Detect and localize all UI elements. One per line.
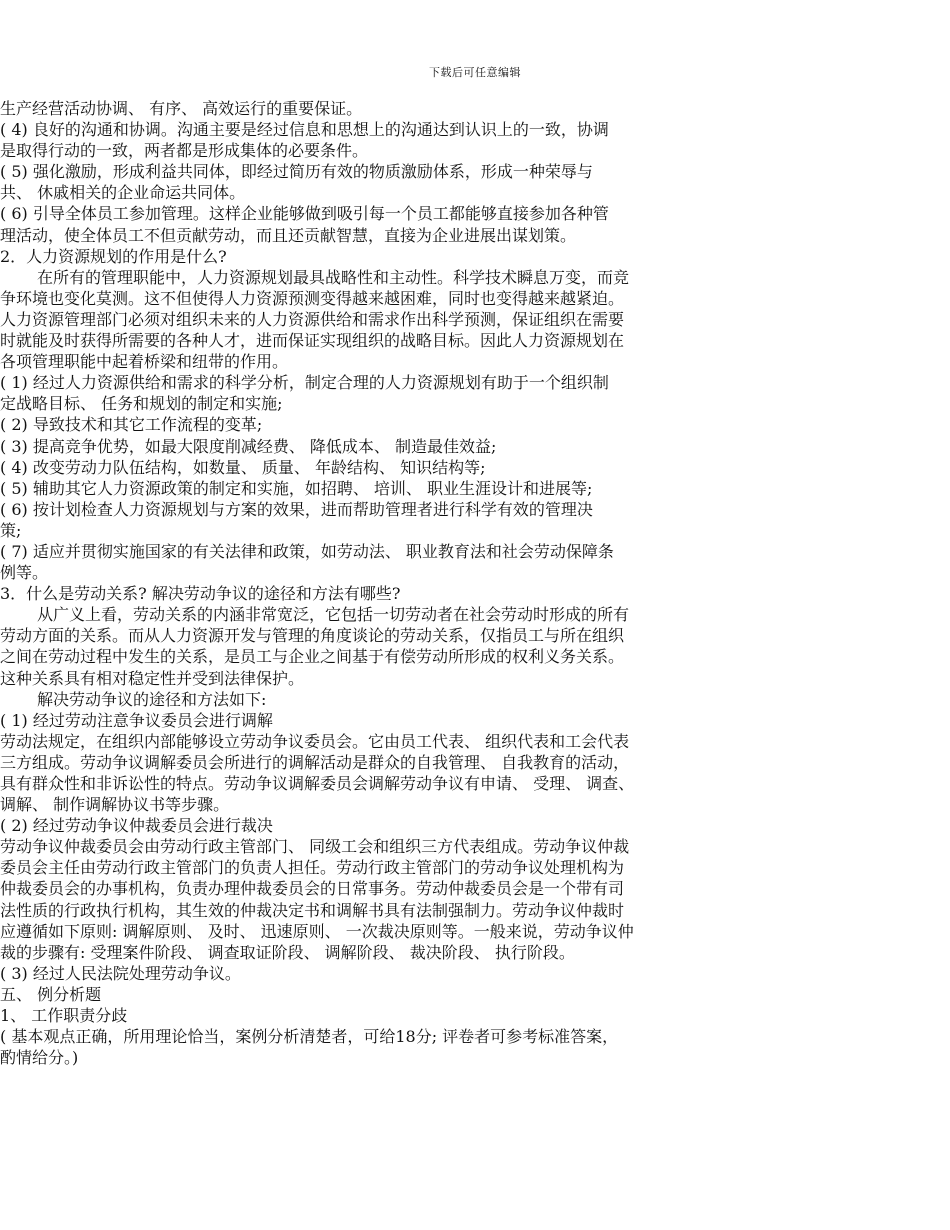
text-line: 仲裁委员会的办事机构，负责办理仲裁委员会的日常事务。劳动仲裁委员会是一个带有司: [0, 879, 625, 899]
text-line: 时就能及时获得所需要的各种人才，进而保证实现组织的战略目标。因此人力资源规划在: [0, 331, 625, 351]
text-line: 理活动，使全体员工不但贡献劳动，而且还贡献智慧，直接为企业进展出谋划策。: [0, 225, 577, 245]
text-line: ( 6) 引导全体员工参加管理。这样企业能够做到吸引每一个员工都能够直接参加各种管: [0, 204, 609, 224]
text-line: ( 5) 强化激励，形成利益共同体，即经过简历有效的物质激励体系，形成一种荣辱与: [0, 162, 593, 182]
text-line: 应遵循如下原则: 调解原则、 及时、 迅速原则、 一次裁决原则等。一般来说，劳动争议仲: [0, 921, 634, 941]
text-line: 调解、 制作调解协议书等步骤。: [0, 795, 230, 815]
subsection-heading: 1、 工作职责分歧: [0, 1006, 128, 1026]
text-line: 三方组成。劳动争议调解委员会所进行的调解活动是群众的自我管理、 自我教育的活动，: [0, 752, 630, 772]
text-line: 委员会主任由劳动行政主管部门的负责人担任。劳动行政主管部门的劳动争议处理机构为: [0, 858, 625, 878]
text-line: 是取得行动的一致，两者都是形成集体的必要条件。: [0, 141, 369, 161]
text-line: 劳动争议仲裁委员会由劳动行政主管部门、 同级工会和组织三方代表组成。劳动争议仲裁: [0, 837, 630, 857]
text-line: 定战略目标、 任务和规划的制定和实施;: [0, 394, 283, 414]
list-item: ( 3) 提高竞争优势，如最大限度削减经费、 降低成本、 制造最佳效益;: [0, 436, 497, 456]
text-line: 例等。: [0, 563, 49, 583]
text-line: 劳动方面的关系。而从人力资源开发与管理的角度谈论的劳动关系，仅指员工与所在组织: [0, 626, 625, 646]
list-item: ( 2) 导致技术和其它工作流程的变革;: [0, 415, 263, 435]
page-header: 下载后可任意编辑: [429, 66, 521, 79]
section-heading: 3．什么是劳动关系? 解决劳动争议的途径和方法有哪些?: [0, 584, 401, 604]
text-line: 之间在劳动过程中发生的关系，是员工与企业之间基于有偿劳动所形成的权利义务关系。: [0, 647, 625, 667]
list-item: ( 4) 改变劳动力队伍结构，如数量、 质量、 年龄结构、 知识结构等;: [0, 457, 486, 477]
list-item: ( 1) 经过劳动注意争议委员会进行调解: [0, 710, 273, 730]
text-line: ( 基本观点正确，所用理论恰当，案例分析清楚者，可给18分; 评卷者可参考标准答案，: [0, 1027, 619, 1047]
text-line: 共、 休戚相关的企业命运共同体。: [0, 183, 246, 203]
text-line: 从广义上看，劳动关系的内涵非常宽泛，它包括一切劳动者在社会劳动时形成的所有: [37, 605, 630, 625]
text-line: 生产经营活动协调、 有序、 高效运行的重要保证。: [0, 99, 363, 118]
text-line: 酌情给分。): [0, 1048, 79, 1068]
list-item: ( 3) 经过人民法院处理劳动争议。: [0, 963, 241, 983]
text-line: 争环境也变化莫测。这不但使得人力资源预测变得越来越困难，同时也变得越来越紧迫。: [0, 288, 625, 308]
text-line: 人力资源管理部门必须对组织未来的人力资源供给和需求作出科学预测，保证组织在需要: [0, 309, 625, 329]
text-line: 这种关系具有相对稳定性并受到法律保护。: [0, 668, 305, 688]
text-line: ( 4) 良好的沟通和协调。沟通主要是经过信息和思想上的沟通达到认识上的一致，协调: [0, 120, 609, 140]
text-line: 在所有的管理职能中，人力资源规划最具战略性和主动性。科学技术瞬息万变，而竞: [37, 267, 630, 287]
text-line: 解决劳动争议的途径和方法如下:: [37, 689, 267, 709]
document-body: [0, 98, 760, 1068]
text-line: 策;: [0, 520, 22, 540]
text-line: 劳动法规定，在组织内部能够设立劳动争议委员会。它由员工代表、 组织代表和工会代表: [0, 731, 630, 751]
text-line: 各项管理职能中起着桥梁和纽带的作用。: [0, 352, 289, 372]
section-heading: 五、 例分析题: [0, 984, 102, 1004]
list-item: ( 6) 按计划检查人力资源规划与方案的效果，进而帮助管理者进行科学有效的管理决: [0, 499, 593, 519]
list-item: ( 7) 适应并贯彻实施国家的有关法律和政策，如劳动法、 职业教育法和社会劳动保障条: [0, 541, 614, 561]
text-line: 裁的步骤有: 受理案件阶段、 调查取证阶段、 调解阶段、 裁决阶段、 执行阶段。: [0, 942, 575, 962]
list-item: ( 5) 辅助其它人力资源政策的制定和实施，如招聘、 培训、 职业生涯设计和进展等;: [0, 478, 593, 498]
section-heading: 2．人力资源规划的作用是什么?: [0, 246, 227, 266]
text-line: 具有群众性和非诉讼性的特点。劳动争议调解委员会调解劳动争议有申请、 受理、 调查、: [0, 774, 635, 793]
list-item: ( 1) 经过人力资源供给和需求的科学分析，制定合理的人力资源规划有助于一个组织制: [0, 373, 609, 393]
text-line: 法性质的行政执行机构，其生效的仲裁决定书和调解书具有法制强制力。劳动争议仲裁时: [0, 900, 625, 920]
list-item: ( 2) 经过劳动争议仲裁委员会进行裁决: [0, 816, 273, 836]
